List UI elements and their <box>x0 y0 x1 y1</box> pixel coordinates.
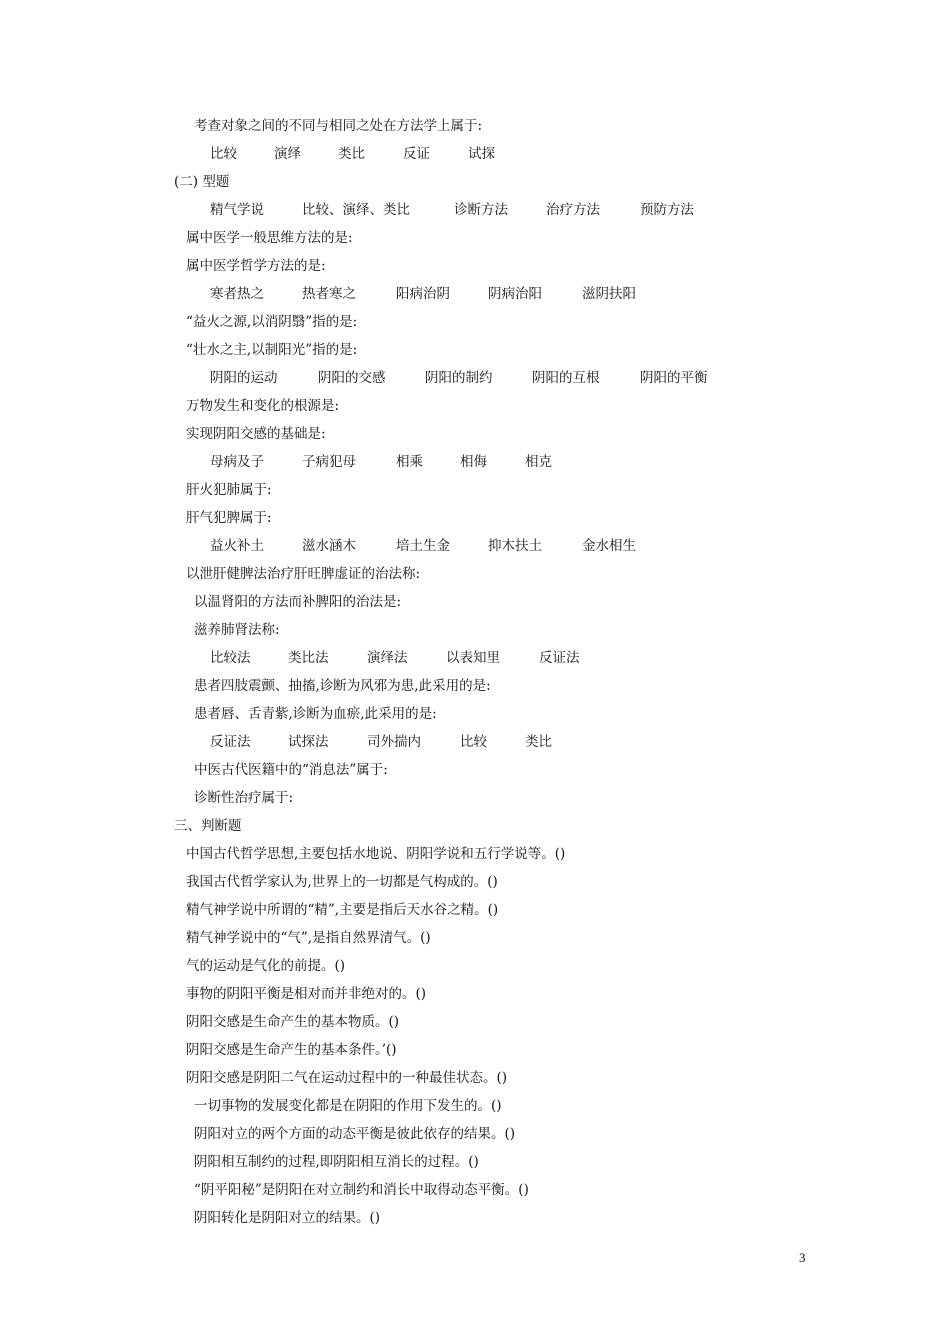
option-item: 治疗方法 <box>546 202 600 218</box>
text-line: 气的运动是气化的前提。() <box>186 958 346 974</box>
option-item: 滋阴扶阳 <box>582 286 636 302</box>
text-line: 滋养肺肾法称: <box>194 622 280 638</box>
option-item: 相侮 <box>460 454 487 470</box>
text-line: 万物发生和变化的根源是: <box>186 398 340 414</box>
page-number: 3 <box>799 1250 806 1265</box>
option-item: 阴病治阳 <box>488 286 542 302</box>
option-item: 反证法 <box>539 650 580 666</box>
option-item: 演绎法 <box>367 650 408 666</box>
option-item: 益火补土 <box>210 538 264 554</box>
option-item: 精气学说 <box>210 202 264 218</box>
option-item: 阴阳的互根 <box>532 370 600 386</box>
section-heading: 三、判断题 <box>174 818 242 834</box>
text-line: 阴阳转化是阴阳对立的结果。() <box>194 1210 381 1226</box>
option-item: 类比法 <box>288 650 329 666</box>
text-line: 中国古代哲学思想,主要包括水地说、阴阳学说和五行学说等。() <box>186 846 566 862</box>
option-item: 阴阳的运动 <box>210 370 278 386</box>
option-item: 相克 <box>525 454 552 470</box>
option-item: 比较 <box>460 734 487 750</box>
option-item: 反证法 <box>210 734 251 750</box>
text-line: 属中医学哲学方法的是: <box>186 258 326 274</box>
option-item: 培土生金 <box>396 538 450 554</box>
text-line: 阴阳对立的两个方面的动态平衡是彼此依存的结果。() <box>194 1126 516 1142</box>
text-line: 我国古代哲学家认为,世界上的一切都是气构成的。() <box>186 874 498 890</box>
option-item: 司外揣内 <box>367 734 421 750</box>
option-item: 试探 <box>468 146 495 162</box>
text-line: 精气神学说中的“气”,是指自然界清气。() <box>186 930 431 946</box>
text-line: 肝气犯脾属于: <box>186 510 272 526</box>
option-item: 类比 <box>525 734 552 750</box>
text-line: 患者四肢震颤、抽搐,诊断为风邪为患,此采用的是: <box>194 678 491 694</box>
option-item: 阴阳的交感 <box>318 370 386 386</box>
option-item: 诊断方法 <box>454 202 508 218</box>
option-item: 类比 <box>338 146 365 162</box>
option-item: 子病犯母 <box>302 454 356 470</box>
text-line: 以温肾阳的方法而补脾阳的治法是: <box>194 594 402 610</box>
option-item: 演绎 <box>274 146 301 162</box>
option-item: 母病及子 <box>210 454 264 470</box>
text-line: 考查对象之间的不同与相同之处在方法学上属于: <box>194 118 483 134</box>
option-item: 金水相生 <box>582 538 636 554</box>
option-item: 热者寒之 <box>302 286 356 302</box>
text-line: 中医古代医籍中的“消息法”属于: <box>194 762 388 778</box>
text-line: “阴平阳秘”是阴阳在对立制约和消长中取得动态平衡。() <box>194 1182 529 1198</box>
option-item: 比较、演绎、类比 <box>302 202 410 218</box>
text-line: “益火之源,以消阴翳”指的是: <box>186 314 358 330</box>
text-line: 精气神学说中所谓的“精”,主要是指后天水谷之精。() <box>186 902 499 918</box>
text-line: 诊断性治疗属于: <box>194 790 294 806</box>
option-item: 试探法 <box>288 734 329 750</box>
option-item: 寒者热之 <box>210 286 264 302</box>
option-item: 预防方法 <box>640 202 694 218</box>
text-line: 属中医学一般思维方法的是: <box>186 230 353 246</box>
option-item: 阴阳的平衡 <box>640 370 708 386</box>
text-line: 肝火犯肺属于: <box>186 482 272 498</box>
text-line: 阴阳交感是生命产生的基本物质。() <box>186 1014 400 1030</box>
option-item: 比较法 <box>210 650 251 666</box>
option-item: 阴阳的制约 <box>425 370 493 386</box>
option-item: 比较 <box>210 146 237 162</box>
text-line: 患者唇、舌青紫,诊断为血瘀,此采用的是: <box>194 706 437 722</box>
section-heading: (二) 型题 <box>174 174 230 190</box>
text-line: “壮水之主,以制阳光”指的是: <box>186 342 358 358</box>
option-item: 阳病治阴 <box>396 286 450 302</box>
text-line: 以泄肝健脾法治疗肝旺脾虚证的治法称: <box>186 566 421 582</box>
text-line: 实现阴阳交感的基础是: <box>186 426 326 442</box>
option-item: 反证 <box>403 146 430 162</box>
text-line: 阴阳交感是生命产生的基本条件。’() <box>186 1042 397 1058</box>
text-line: 事物的阴阳平衡是相对而并非绝对的。() <box>186 986 427 1002</box>
option-item: 相乘 <box>396 454 423 470</box>
text-line: 一切事物的发展变化都是在阴阳的作用下发生的。() <box>194 1098 502 1114</box>
option-item: 以表知里 <box>446 650 500 666</box>
text-line: 阴阳交感是阴阳二气在运动过程中的一种最佳状态。() <box>186 1070 508 1086</box>
option-item: 滋水涵木 <box>302 538 356 554</box>
option-item: 抑木扶土 <box>488 538 542 554</box>
text-line: 阴阳相互制约的过程,即阴阳相互消长的过程。() <box>194 1154 479 1170</box>
